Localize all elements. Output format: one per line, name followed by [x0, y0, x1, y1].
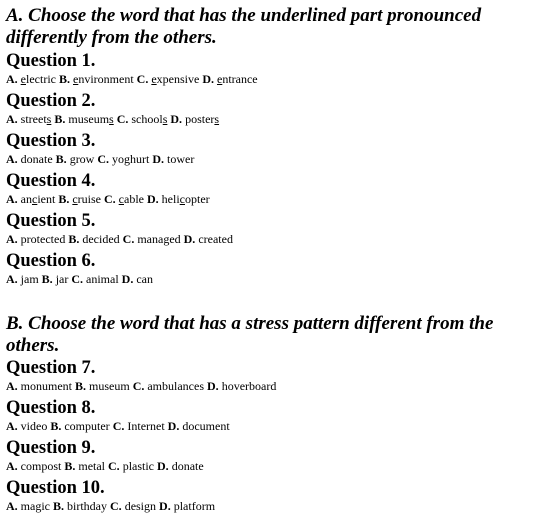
option-letter: A. [6, 272, 18, 286]
option-word: an [20, 192, 32, 206]
answer-option [147, 192, 210, 206]
question-2-heading: Question 2. [6, 91, 96, 111]
option-letter: D. [147, 192, 159, 206]
option-letter: A. [6, 72, 18, 86]
question-7-options [6, 379, 276, 393]
option-word: jar [55, 272, 69, 286]
option-word: heli [161, 192, 180, 206]
option-letter: D. [207, 379, 219, 393]
option-word: metal [78, 459, 106, 473]
answer-option [157, 459, 204, 473]
option-word: protected [20, 232, 66, 246]
section-a-title: A. Choose the word that has the underlined part pronounced differently from the others. [6, 5, 482, 48]
answer-option [152, 152, 194, 166]
underlined-part: s [46, 112, 52, 126]
option-word: plastic [122, 459, 155, 473]
answer-option [113, 419, 165, 433]
option-letter: B. [58, 72, 70, 86]
option-word: birthday [67, 499, 108, 513]
option-letter: A. [6, 112, 18, 126]
option-word-rest: lectric [26, 72, 56, 86]
option-word: managed [137, 232, 181, 246]
answer-option [71, 272, 118, 286]
option-letter: A. [6, 152, 18, 166]
answer-option [59, 72, 134, 86]
question-5-heading: Question 5. [6, 211, 96, 231]
underlined-part: c [72, 192, 78, 206]
answer-option [6, 232, 65, 246]
option-letter: A. [6, 499, 18, 513]
answer-option [53, 499, 107, 513]
answer-option [184, 232, 233, 246]
answer-option [6, 112, 51, 126]
option-letter: A. [6, 379, 18, 393]
answer-option [159, 499, 215, 513]
option-letter: C. [132, 379, 145, 393]
option-word: tower [167, 152, 195, 166]
option-word-rest: nvironment [78, 72, 134, 86]
option-letter: C. [71, 272, 84, 286]
answer-option [75, 379, 130, 393]
option-letter: D. [170, 112, 183, 126]
answer-option [54, 112, 113, 126]
answer-option [97, 152, 149, 166]
option-letter: C. [104, 192, 116, 206]
underlined-part: s [109, 112, 114, 126]
answer-option [110, 499, 156, 513]
answer-option [6, 72, 56, 86]
underlined-part: e [73, 72, 79, 86]
option-word: Internet [127, 419, 165, 433]
option-word: yoghurt [112, 152, 150, 166]
option-letter: B. [64, 459, 76, 473]
option-letter: C. [110, 499, 122, 513]
option-letter: B. [54, 112, 66, 126]
answer-option [117, 112, 168, 126]
question-4-heading: Question 4. [6, 171, 96, 191]
option-word: computer [64, 419, 110, 433]
option-letter: D. [202, 72, 214, 86]
answer-option [123, 232, 181, 246]
option-word-rest: ruise [77, 192, 101, 206]
answer-option [122, 272, 153, 286]
answer-option [6, 272, 39, 286]
option-word: platform [173, 499, 216, 513]
answer-option [168, 419, 230, 433]
option-word: monument [20, 379, 72, 393]
option-letter: A. [6, 459, 18, 473]
answer-option [6, 379, 72, 393]
option-letter: C. [108, 459, 120, 473]
answer-option [64, 459, 105, 473]
question-10-heading: Question 10. [6, 478, 105, 498]
underlined-part: e [20, 72, 26, 86]
underlined-part: s [214, 112, 220, 126]
option-letter: B. [58, 192, 70, 206]
question-10-options [6, 499, 215, 513]
option-word: decided [82, 232, 120, 246]
answer-option [108, 459, 154, 473]
option-letter: A. [6, 192, 18, 206]
option-word-rest: ient [37, 192, 56, 206]
answer-option [202, 72, 257, 86]
option-word: compost [20, 459, 62, 473]
option-letter: B. [75, 379, 87, 393]
option-letter: D. [183, 232, 196, 246]
option-letter: B. [53, 499, 65, 513]
question-8-heading: Question 8. [6, 398, 96, 418]
answer-option [56, 152, 95, 166]
option-word: can [136, 272, 153, 286]
option-letter: D. [121, 272, 134, 286]
option-letter: B. [50, 419, 62, 433]
option-word: magic [20, 499, 50, 513]
underlined-part: s [162, 112, 168, 126]
answer-option [6, 499, 50, 513]
question-9-heading: Question 9. [6, 438, 96, 458]
option-letter: C. [116, 112, 129, 126]
answer-option [6, 419, 47, 433]
option-letter: A. [6, 419, 18, 433]
option-word: document [182, 419, 230, 433]
option-letter: D. [157, 459, 169, 473]
section-b-title: B. Choose the word that has a stress pattern different from the others. [6, 313, 494, 356]
option-letter: A. [6, 232, 18, 246]
underlined-part: c [32, 192, 38, 206]
answer-option [170, 112, 219, 126]
option-letter: B. [55, 152, 67, 166]
option-letter: C. [97, 152, 110, 166]
answer-option [6, 459, 61, 473]
underlined-part: e [216, 72, 223, 86]
option-word: ambulances [147, 379, 205, 393]
option-word: school [131, 112, 163, 126]
question-7-heading: Question 7. [6, 358, 96, 378]
underlined-part: c [118, 192, 124, 206]
answer-option [104, 192, 144, 206]
option-word-rest: able [124, 192, 144, 206]
answer-option [68, 232, 119, 246]
answer-option [50, 419, 109, 433]
option-word: animal [86, 272, 119, 286]
underlined-part: e [151, 72, 157, 86]
question-1-options [6, 72, 258, 86]
option-word: street [20, 112, 47, 126]
option-word-rest: opter [185, 192, 210, 206]
option-word: grow [69, 152, 95, 166]
option-word-rest: ntrance [222, 72, 258, 86]
answer-option [6, 192, 55, 206]
option-word: video [20, 419, 48, 433]
underlined-part: c [179, 192, 185, 206]
option-word: design [124, 499, 157, 513]
answer-option [207, 379, 276, 393]
answer-option [42, 272, 69, 286]
answer-option [58, 192, 101, 206]
option-letter: C. [122, 232, 135, 246]
question-2-options [6, 112, 219, 126]
question-5-options [6, 232, 233, 246]
option-letter: D. [167, 419, 180, 433]
option-letter: B. [41, 272, 53, 286]
answer-option [137, 72, 200, 86]
option-word: poster [185, 112, 215, 126]
option-letter: B. [68, 232, 80, 246]
question-6-options [6, 272, 153, 286]
option-letter: D. [159, 499, 171, 513]
option-letter: C. [136, 72, 149, 86]
option-word: donate [20, 152, 53, 166]
option-word: donate [171, 459, 204, 473]
option-word: hoverboard [221, 379, 277, 393]
question-1-heading: Question 1. [6, 51, 96, 71]
option-letter: D. [152, 152, 165, 166]
question-8-options [6, 419, 230, 433]
question-3-heading: Question 3. [6, 131, 96, 151]
question-3-options [6, 152, 194, 166]
option-word: jam [20, 272, 39, 286]
question-9-options [6, 459, 204, 473]
answer-option [133, 379, 204, 393]
option-word: created [198, 232, 233, 246]
option-word-rest: xpensive [156, 72, 200, 86]
question-4-options [6, 192, 210, 206]
question-6-heading: Question 6. [6, 251, 96, 271]
option-letter: C. [112, 419, 125, 433]
option-word: museum [89, 379, 130, 393]
option-word: museum [68, 112, 110, 126]
answer-option [6, 152, 53, 166]
